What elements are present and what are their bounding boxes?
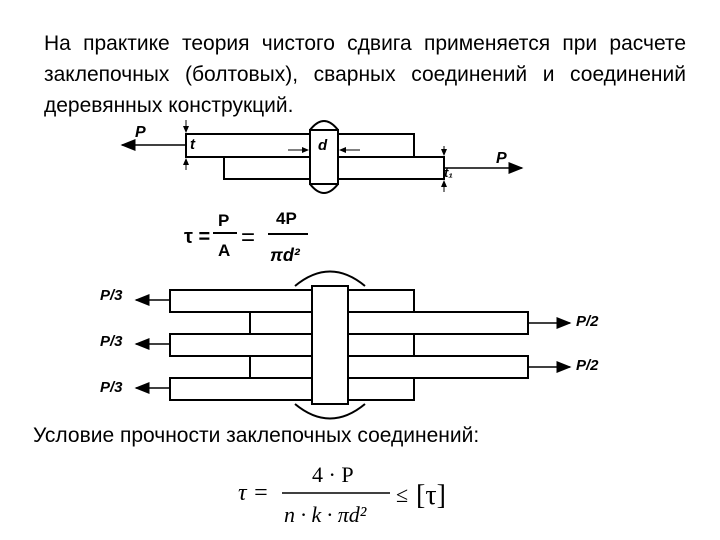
- formula1-frac1-num: P: [218, 211, 230, 230]
- formula2-den: n · k · πd²: [284, 502, 367, 527]
- plate-5: [170, 378, 414, 400]
- formula-strength-condition: [238, 462, 446, 527]
- rivet-head-bottom-2: [295, 404, 365, 419]
- force-label-left: P: [135, 124, 146, 141]
- formula2-lhs: τ =: [238, 480, 269, 506]
- formula2-rel: ≤: [396, 482, 409, 507]
- intro-text: На практике теория чистого сдвига применяется при расчете заклепочных (болтовых), сварных соединений и соединений деревянных конструкций.: [44, 32, 686, 117]
- load-right-1: P/2: [576, 313, 599, 330]
- plate-4: [250, 356, 528, 378]
- lap-joint-diagram: [122, 120, 522, 193]
- load-left-1: P/3: [100, 287, 123, 304]
- load-right-2: P/2: [576, 357, 599, 374]
- formula1-lhs: τ =: [184, 226, 211, 248]
- rivet-head-top: [310, 121, 338, 130]
- rivet-head-bottom: [310, 184, 338, 193]
- top-plate: [186, 134, 414, 157]
- formula1-frac2-num: 4P: [276, 209, 297, 228]
- load-left-2: P/3: [100, 333, 123, 350]
- formula1-frac2-den: πd²: [270, 245, 300, 265]
- formula2-rhs: [τ]: [416, 480, 446, 511]
- formula1-frac1-den: A: [218, 241, 231, 260]
- rivet-shank-2: [312, 286, 348, 404]
- rivet-head-top-2: [295, 272, 365, 287]
- formula-shear-stress: [184, 209, 308, 265]
- load-left-3: P/3: [100, 379, 123, 396]
- formula1-eq: =: [241, 224, 256, 251]
- caption: Условие прочности заклепочных соединений:: [33, 424, 480, 447]
- force-label-right: P: [496, 150, 507, 167]
- plate-2: [250, 312, 528, 334]
- thickness-label-bottom: t₁: [444, 165, 453, 180]
- diameter-label: d: [318, 137, 328, 154]
- double-shear-diagram: [136, 272, 570, 419]
- plate-3: [170, 334, 414, 356]
- thickness-label-top: t: [190, 136, 195, 153]
- formula2-num: 4 · P: [312, 462, 354, 487]
- plate-1: [170, 290, 414, 312]
